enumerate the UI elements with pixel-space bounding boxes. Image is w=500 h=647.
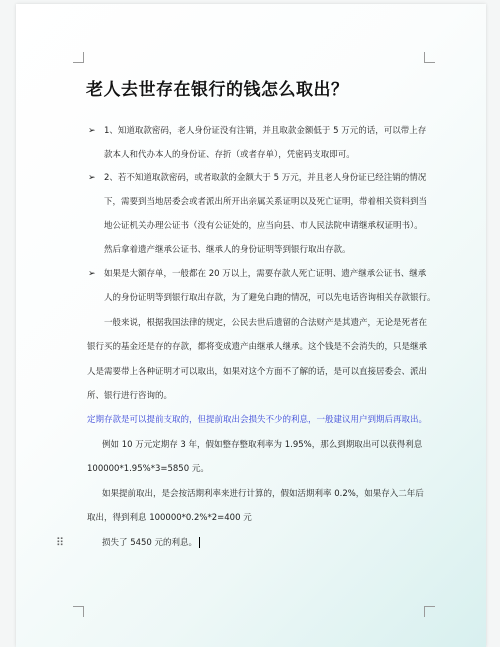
paragraph-line[interactable]: 如果提前取出，是会按活期利率来进行计算的，假如活期利率 0.2%，如果存入二年后	[102, 489, 424, 499]
document-title[interactable]: 老人去世存在银行的钱怎么取出？	[86, 80, 349, 100]
paragraph-line[interactable]: 人的身份证明等到银行取出存款，为了避免白跑的情况，可以先电话咨询相关存款银行。	[104, 293, 436, 303]
paragraph-line[interactable]: 例如 10 万元定期存 3 年，假如整存整取利率为 1.95%，那么到期取出可以获得利息	[102, 440, 423, 450]
paragraph-line[interactable]: 人是需要带上各种证明才可以取出，如果对这个方面不了解的话，是可以直接居委会、派出	[87, 367, 428, 377]
paragraph-line[interactable]: 然后拿着遗产继承公证书、继承人的身份证明等到银行取出存款。	[104, 245, 351, 255]
paragraph-line[interactable]: 下，需要到当地居委会或者派出所开出亲属关系证明以及死亡证明，带着相关资料到当	[104, 197, 428, 207]
paragraph-line[interactable]: 100000*1.95%*3=5850 元。	[87, 464, 209, 474]
text-cursor	[199, 537, 200, 548]
paragraph-line[interactable]: 款本人和代办本人的身份证、存折（或者存单），凭密码支取即可。	[104, 150, 355, 160]
paragraph-line[interactable]: 2、若不知道取款密码，或者取款的金额大于 5 万元，并且老人身份证已经注销的情况	[104, 173, 427, 183]
margin-corner-bottom-right	[424, 606, 435, 617]
last-paragraph[interactable]	[102, 537, 200, 549]
bullet-icon: ➢	[88, 269, 96, 279]
highlighted-paragraph[interactable]: 定期存款是可以提前支取的，但提前取出会损失不少的利息，一般建议用户到期后再取出。	[87, 415, 428, 425]
paragraph-line[interactable]: 所、银行进行咨询的。	[87, 391, 173, 401]
margin-corner-top-right	[424, 52, 435, 63]
paragraph-line[interactable]: 银行买的基金还是存的存款，都将变成遗产由继承人继承。这个钱是不会消失的，只是继承	[87, 342, 428, 352]
paragraph-line[interactable]: 一般来说，根据我国法律的规定，公民去世后遗留的合法财产是其遗产，无论是死者在	[104, 318, 428, 328]
paragraph-line[interactable]: 如果是大额存单，一般都在 20 万以上，需要存款人死亡证明、遗产继承公证书、继承	[104, 269, 427, 279]
bullet-icon: ➢	[88, 126, 96, 136]
margin-corner-bottom-left	[73, 606, 84, 617]
paragraph-line[interactable]: 地公证机关办理公证书（没有公证处的，应当向县、市人民法院申请继承权证明书）。	[104, 221, 423, 231]
margin-corner-top-left	[73, 52, 84, 63]
paragraph-line[interactable]: 损失了 5450 元的利息。	[102, 538, 198, 548]
paragraph-line[interactable]: 取出，得到利息 100000*0.2%*2=400 元	[87, 513, 252, 523]
drag-handle-icon[interactable]: ⠿	[56, 536, 65, 549]
bullet-icon: ➢	[88, 173, 96, 183]
paragraph-line[interactable]: 1、知道取款密码，老人身份证没有注销，并且取款金额低于 5 万元的话，可以带上存	[104, 126, 427, 136]
